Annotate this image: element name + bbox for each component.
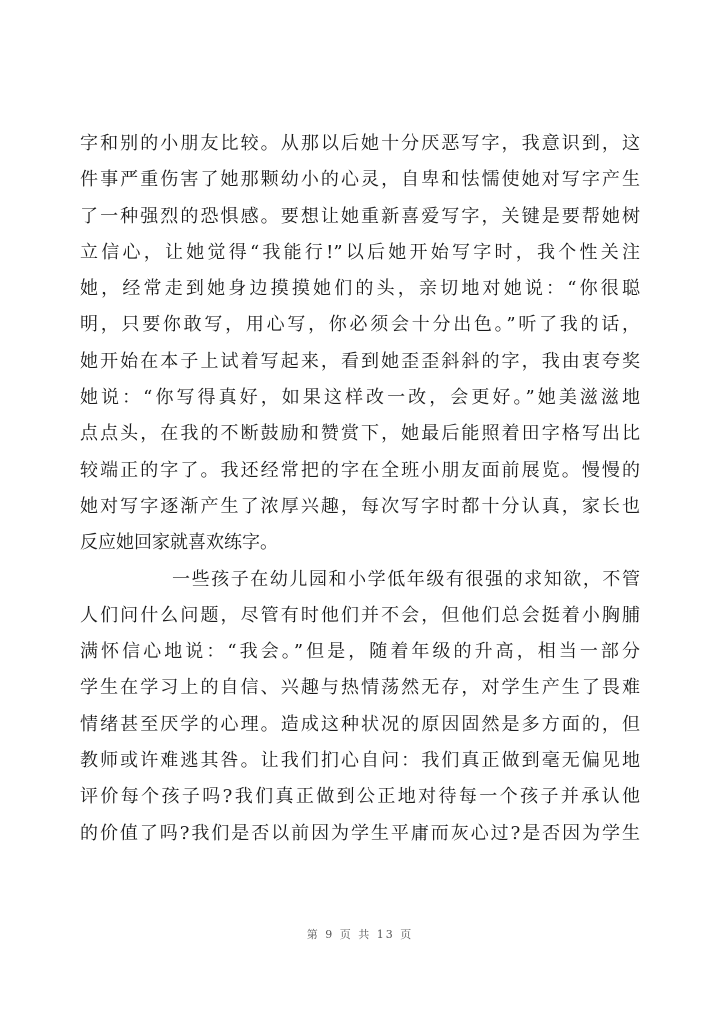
text-line: 点点头，在我的不断鼓励和赞赏下，她最后能照着田字格写出比: [80, 423, 640, 445]
text-line: 较端正的字了。我还经常把的字在全班小朋友面前展览。慢慢的: [80, 459, 640, 481]
text-line: 人们问什么问题，尽管有时他们并不会，但他们总会挺着小胸脯: [80, 604, 640, 626]
text-line: 学生在学习上的自信、兴趣与热情荡然无存，对学生产生了畏难: [80, 677, 640, 699]
text-line: 立信心，让她觉得“我能行!”以后她开始写字时，我个性关注: [80, 241, 640, 263]
body-text: [80, 126, 640, 852]
text-line: 情绪甚至厌学的心理。造成这种状况的原因固然是多方面的，但: [80, 713, 640, 735]
text-line: 了一种强烈的恐惧感。要想让她重新喜爱写字，关键是要帮她树: [80, 205, 640, 227]
text-line: 她开始在本子上试着写起来，看到她歪歪斜斜的字，我由衷夸奖: [80, 350, 640, 372]
text-line: 教师或许难逃其咎。让我们扪心自问：我们真正做到毫无偏见地: [80, 750, 640, 772]
text-line: 明，只要你敢写，用心写，你必须会十分出色。”听了我的话，: [80, 314, 640, 336]
text-line: 一些孩子在幼儿园和小学低年级有很强的求知欲，不管: [172, 568, 640, 590]
text-line: 她，经常走到她身边摸摸她们的头，亲切地对她说：“你很聪: [80, 278, 640, 300]
text-line: 字和别的小朋友比较。从那以后她十分厌恶写字，我意识到，这: [80, 133, 640, 154]
text-line: 评价每个孩子吗?我们真正做到公正地对待每一个孩子并承认他: [80, 786, 640, 808]
paragraph-2: [80, 562, 640, 852]
page-number-footer: 第 9 页 共 13 页: [306, 928, 414, 941]
text-line: 反应她回家就喜欢练字。: [80, 532, 278, 554]
text-line: 件事严重伤害了她那颗幼小的心灵，自卑和怯懦使她对写字产生: [80, 169, 640, 191]
paragraph-1: [80, 126, 640, 562]
text-line: 她说：“你写得真好，如果这样改一改，会更好。”她美滋滋地: [80, 387, 640, 409]
text-line: 的价值了吗?我们是否以前因为学生平庸而灰心过?是否因为学生: [80, 822, 640, 844]
text-line: 满怀信心地说：“我会。”但是，随着年级的升高，相当一部分: [80, 641, 640, 663]
text-line: 她对写字逐渐产生了浓厚兴趣，每次写字时都十分认真，家长也: [80, 495, 640, 517]
